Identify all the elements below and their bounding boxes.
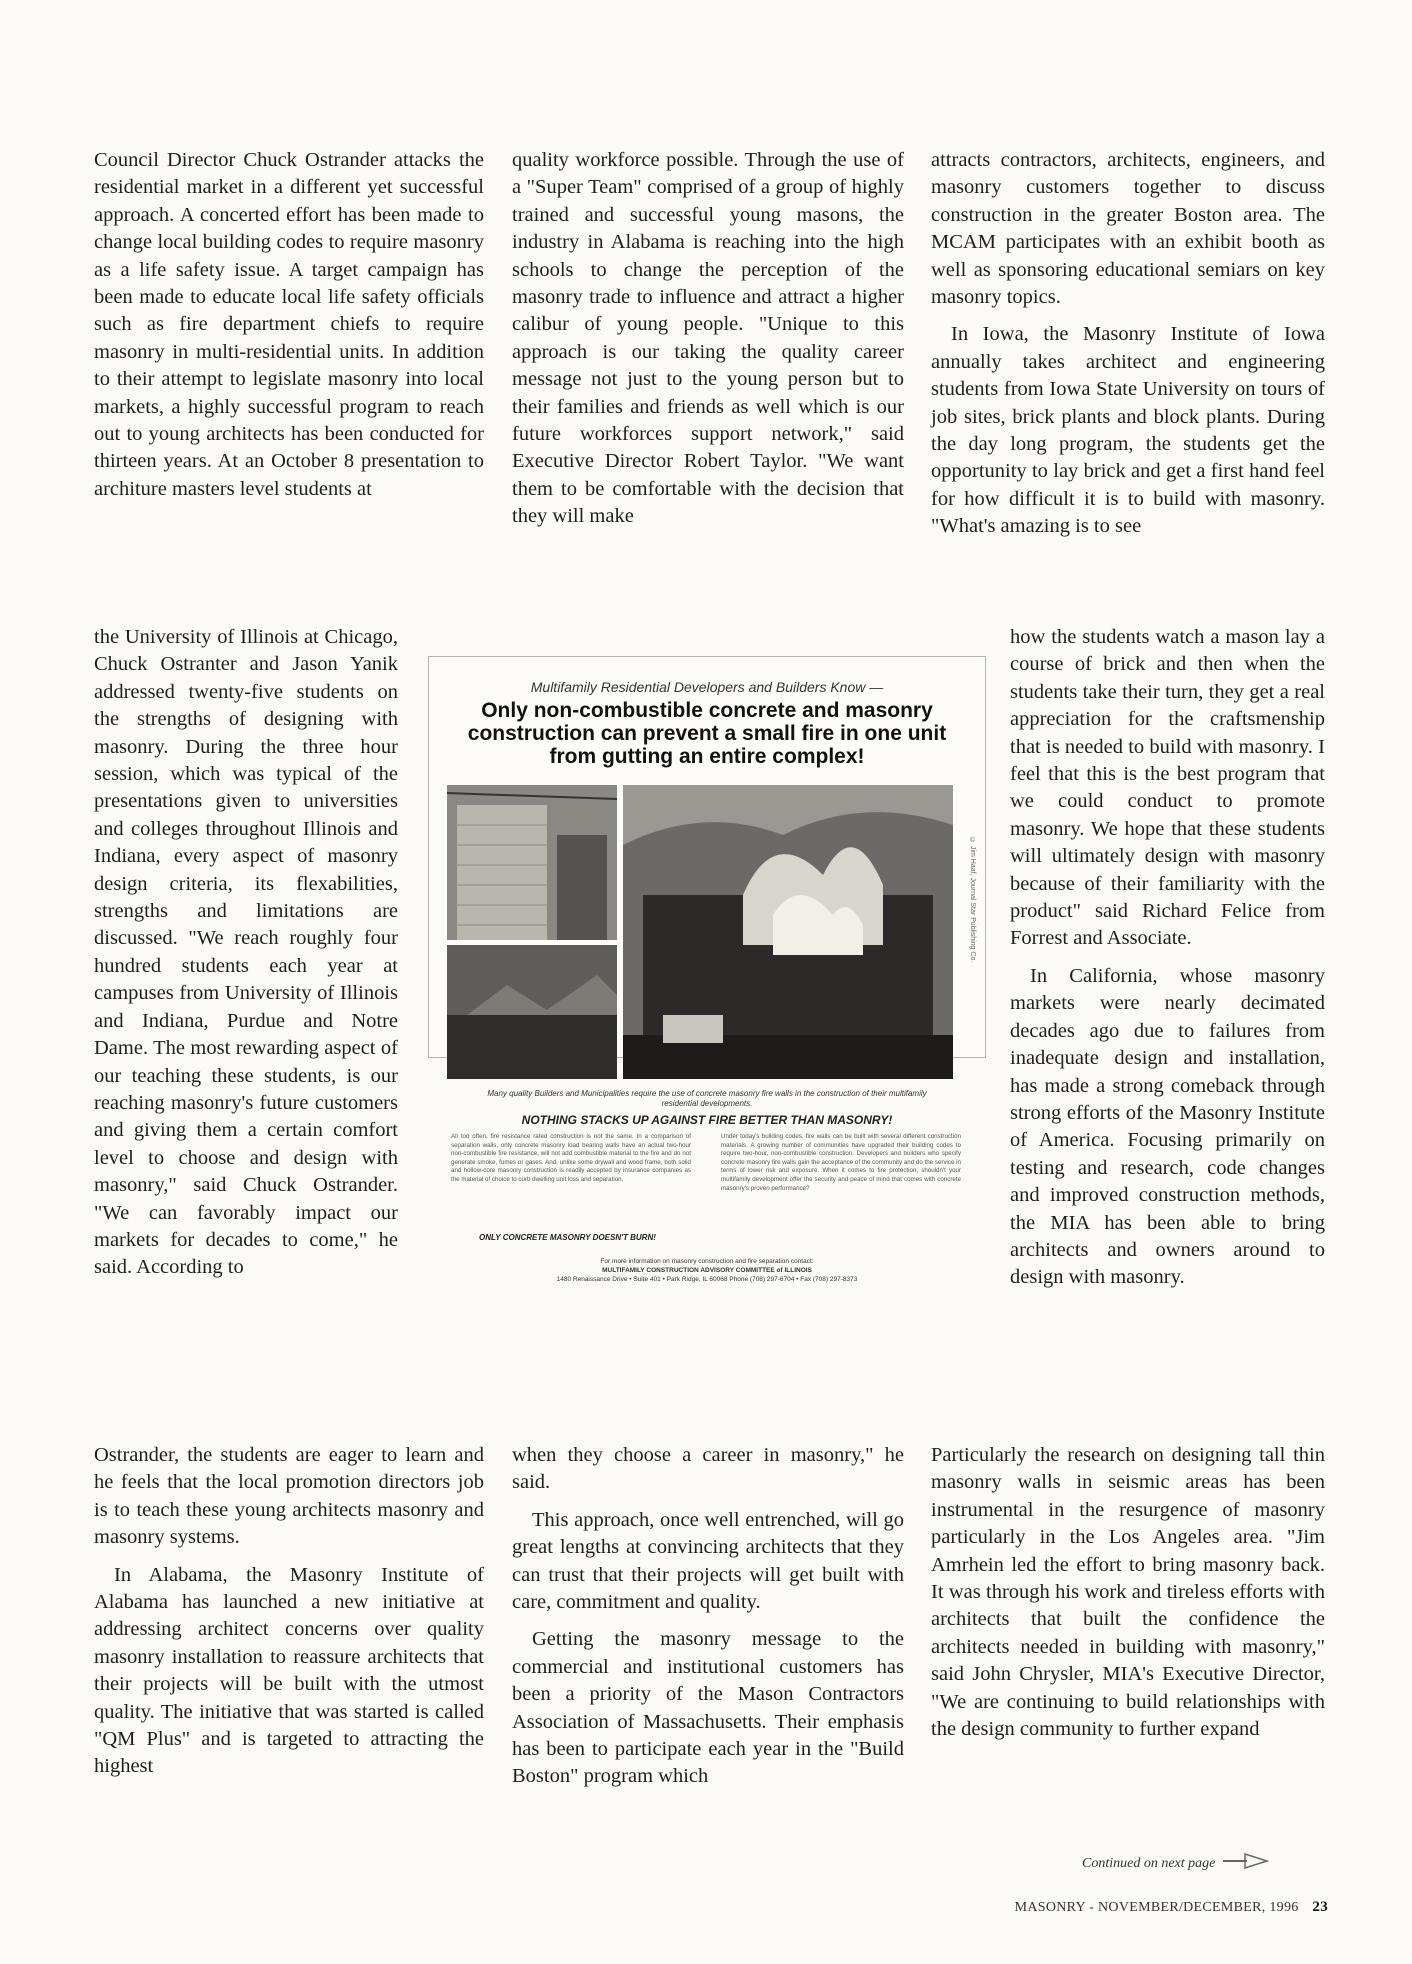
paragraph: Council Director Chuck Ostrander attacks the residential market in a different yet successful approach. A concerted effort has been made to change local building codes to require masonry as a life safety issue. A target campaign has been made to educate local life safety officials such as fire department chiefs to require masonry in multi-residential units. In addition to their attempt to legislate masonry into local markets, a highly successful program to reach out to young architects has been conducted for thirteen years. At an October 8 presentation to architure masters level students at: [94, 149, 484, 500]
column-1-wrap: [94, 624, 398, 1282]
ad-kicker: Multifamily Residential Developers and Builders Know —: [530, 679, 884, 695]
ad-tagline: NOTHING STACKS UP AGAINST FIRE BETTER THAN MASONRY!: [521, 1113, 893, 1127]
ad-body-right: Under today's building codes, fire walls can be built with several different construction materials. A growing number of communities have upgraded their building codes to require two-hour, non-combustible construction. Developers and builders who specify concrete masonry fire walls gain the acceptance of the community and do the service in terms of lower risk and exposure. When it comes to fire protection, shouldn't your multifamily development offer the security and peace of mind that comes with concrete masonry's proven performance?: [721, 1133, 961, 1192]
continued-text: Continued on next page: [1082, 1855, 1216, 1871]
paragraph: attracts contractors, architects, engineers, and masonry customers together to discuss construction in the greater Boston area. The MCAM participates with an exhibit booth as well as sponsoring educational semiars on key masonry topics.: [931, 149, 1325, 309]
column-3-wrap: [1010, 624, 1325, 1292]
arrow-right-icon: [1223, 1852, 1269, 1875]
fire-safety-advertisement: [428, 656, 986, 1283]
paragraph: the University of Illinois at Chicago, Chuck Ostranter and Jason Yanik addressed twenty-five students on the strengths of designing with masonry. During the three hour session, which was typical of the presentations given to universities and colleges throughout Illinois and Indiana, every aspect of masonry design criteria, its flexabilities, strengths and limitations are discussed. "We reach roughly four hundred students each year at campuses from University of Illinois and Indiana, Purdue and Notre Dame. The most rewarding aspect of our teaching these students, is our reaching masonry's future customers and giving them a certain comfort level to choose and design with masonry," said Chuck Ostrander. "We can favorably impact our markets for decades to come," he said. According to: [94, 626, 398, 1279]
paragraph: In California, whose masonry markets were nearly decimated decades ago due to failures from inadequate design and installation, has made a strong comeback through strong efforts of the Masonry Institute of America. Focusing primarily on testing and research, code changes and improved construction methods, the MIA has been able to bring architects and owners around to design with masonry.: [1010, 964, 1325, 1289]
column-2-top: [512, 147, 904, 531]
ad-contact: [459, 1257, 955, 1284]
ad-contact-lead: For more information on masonry construction and fire separation contact:: [600, 1258, 814, 1265]
column-1-bottom: [94, 1442, 484, 1781]
ad-headline: Only non-combustible concrete and masonry construction can prevent a small fire in one unit from gutting an entire complex!: [467, 699, 947, 768]
paragraph: Ostrander, the students are eager to learn and he feels that the local promotion directors job is to teach these young architects masonry and masonry systems.: [94, 1444, 484, 1549]
column-3-bottom: [931, 1442, 1325, 1743]
publication-line: MASONRY - NOVEMBER/DECEMBER, 1996: [1014, 1900, 1299, 1915]
paragraph: In Iowa, the Masonry Institute of Iowa annually takes architect and engineering students from Iowa State University on tours of job sites, brick plants and block plants. During the day long program, the students get the opportunity to lay brick and get a first hand feel for how difficult it is to build with masonry. "What's amazing is to see: [931, 323, 1325, 538]
continued-note: [1082, 1852, 1269, 1875]
ad-contact-org: MULTIFAMILY CONSTRUCTION ADVISORY COMMITTEE of ILLINOIS: [602, 1267, 812, 1274]
photo-credit: © Jim Haaf, Journal Star Publishing Co.: [969, 837, 976, 963]
paragraph: how the students watch a mason lay a course of brick and then when the students take their turn, they get a real appreciation for the craftsmenship that is needed to build with masonry. I feel that this is the best program that we could conduct to promote masonry. We hope that these students will ultimately design with masonry because of their familiarity with the product" said Richard Felice from Forrest and Associate.: [1010, 626, 1325, 950]
ad-slogan: ONLY CONCRETE MASONRY DOESN'T BURN!: [479, 1233, 656, 1242]
building-construction-photo: [447, 785, 617, 940]
page-number: 23: [1312, 1899, 1328, 1915]
paragraph: This approach, once well entrenched, will go great lengths at convincing architects that they can trust that their projects will get built with care, commitment and quality.: [512, 1508, 904, 1614]
paragraph: Getting the masonry message to the commercial and institutional customers has been a priority of the Mason Contractors Association of Massachusetts. Their emphasis has been to participate each year in the "Build Boston" program which: [512, 1628, 904, 1788]
paragraph: Particularly the research on designing tall thin masonry walls in seismic areas has been instrumental in the resurgence of masonry particularly in the Los Angeles area. "Jim Amrhein led the effort to bring masonry back. It was through his work and tireless efforts with architects that built the confidence the architects needed in building with masonry," said John Chrysler, MIA's Executive Director, "We are continuing to build relationships with the design community to further expand: [931, 1444, 1325, 1741]
burning-complex-photo: [623, 785, 953, 1079]
paragraph: quality workforce possible. Through the use of a "Super Team" comprised of a group of highly trained and successful young masons, the industry in Alabama is reaching into the high schools to change the perception of the masonry trade to influence and attract a higher calibur of young people. "Unique to this approach is our taking the quality career message not just to the young person but to their families and friends as well which is our future workforces support network," said Executive Director Robert Taylor. "We want them to be comfortable with the decision that they will make: [512, 149, 904, 528]
paragraph: when they choose a career in masonry," he said.: [512, 1444, 904, 1494]
column-1-top: [94, 147, 484, 503]
fire-damage-photo: [447, 945, 617, 1079]
paragraph: In Alabama, the Masonry Institute of Alabama has launched a new initiative at addressing architect concerns over quality masonry installation to reassure architects that their projects will be built with the utmost quality. The initiative that was started is called "QM Plus" and is targeted to attracting the highest: [94, 1563, 484, 1778]
ad-contact-address: 1480 Renaissance Drive • Suite 401 • Park Ridge, IL 60068 Phone (708) 297-6704 • Fax (708) 297-8373: [556, 1276, 858, 1283]
column-3-top: [931, 147, 1325, 541]
ad-photo-group: [447, 785, 953, 1081]
ad-caption: Many quality Builders and Municipalities require the use of concrete masonry fire walls in the construction of their multifamily residential developments.: [487, 1089, 927, 1108]
ad-body-left: All too often, fire resistance rated construction is not the same. In a comparison of separation walls, only concrete masonry load bearing walls have an actual two-hour non-combustible fire resistance, will not add combustible material to the fire and do not generate smoke, fumes or gases. And, unlike some drywall and wood frame, both solid and hollow-core masonry construction is readily accepted by insurance companies as the material of choice to curb dwelling unit loss and separation.: [451, 1133, 691, 1183]
page-footer: [1015, 1899, 1328, 1916]
column-2-bottom: [512, 1442, 904, 1791]
